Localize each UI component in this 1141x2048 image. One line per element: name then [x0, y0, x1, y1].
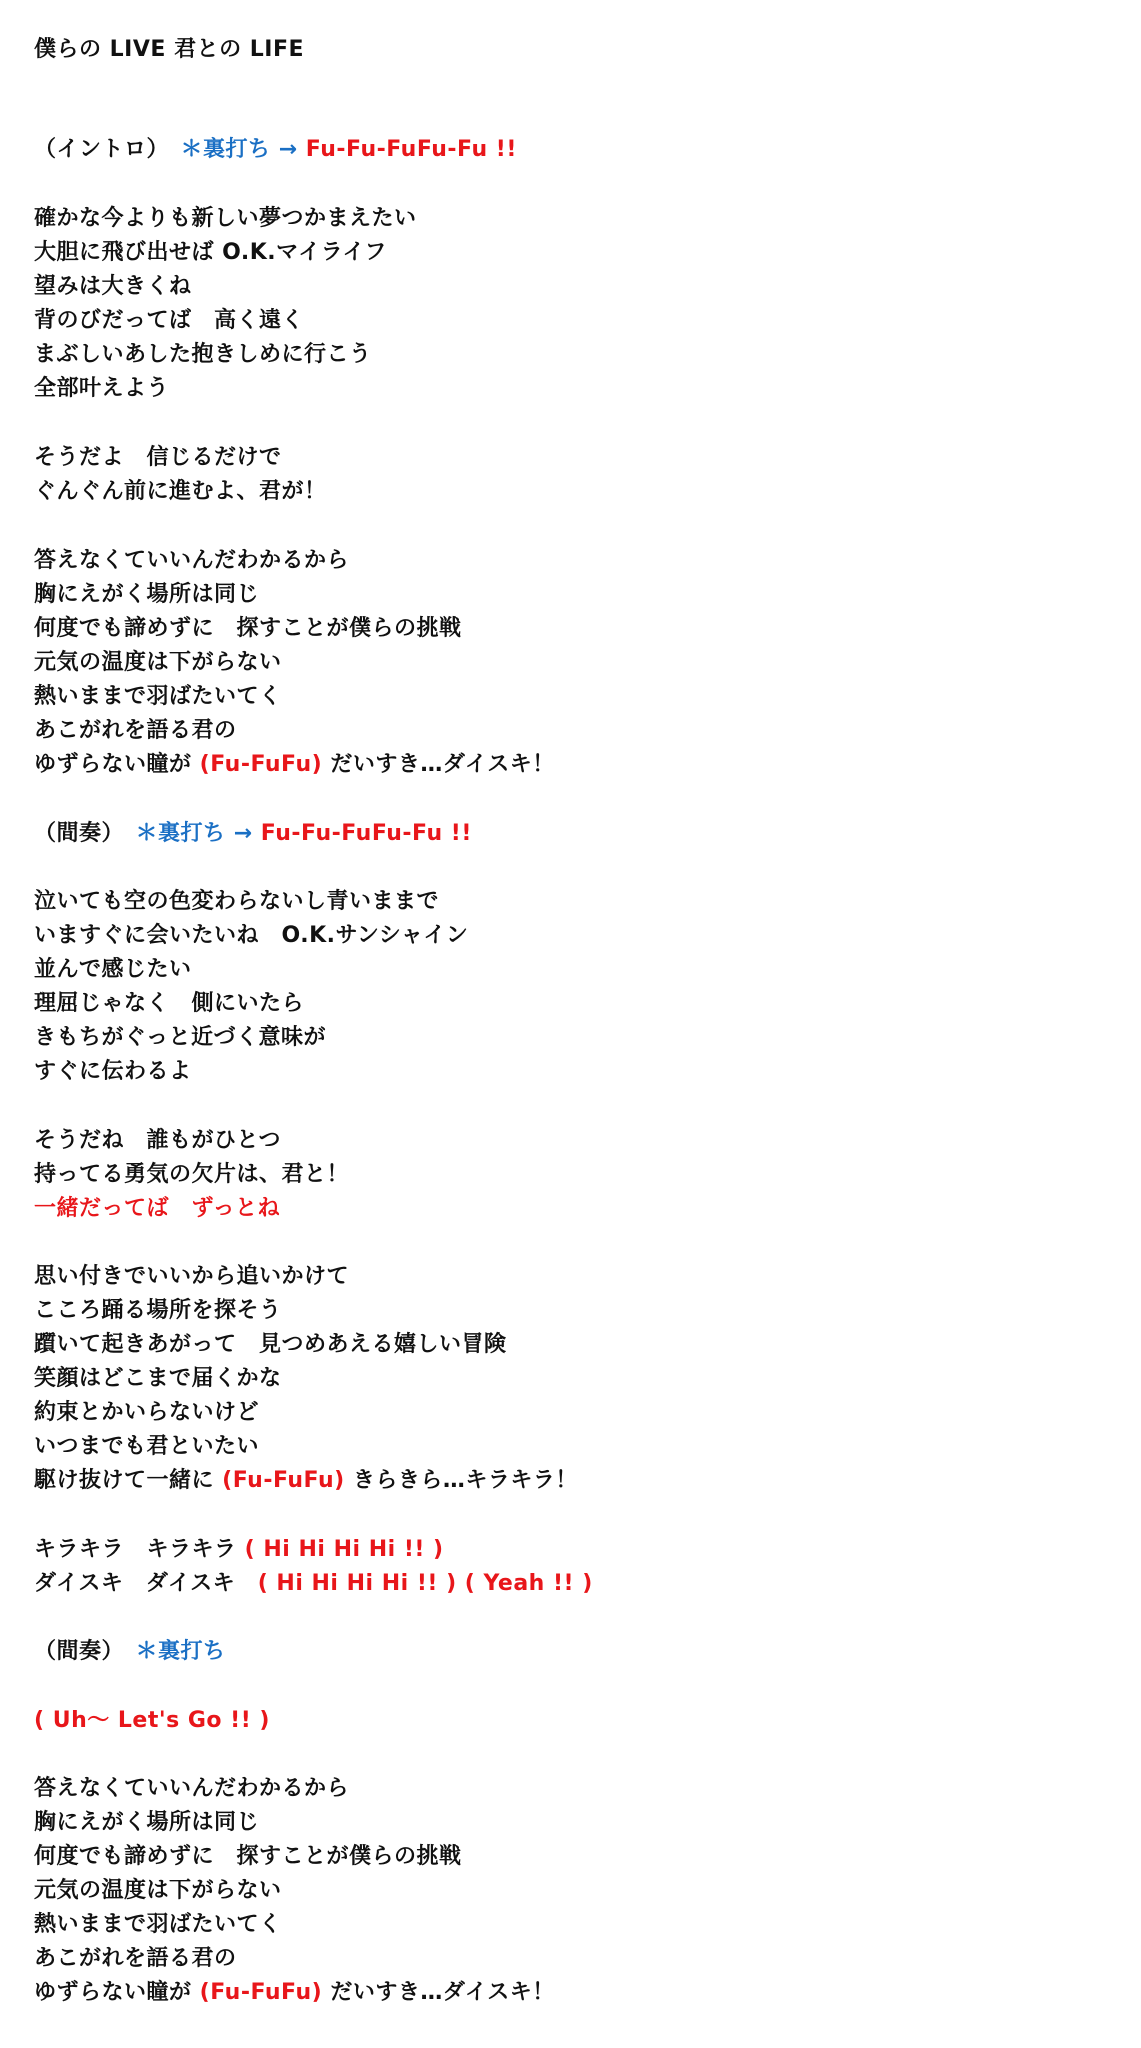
lyric-segment: 胸にえがく場所は同じ [34, 582, 260, 607]
lyric-line [34, 239, 387, 267]
lyric-line [34, 683, 282, 711]
lyric-segment: だいすき…ダイスキ！ [322, 1980, 555, 2005]
lyric-line [34, 1263, 349, 1291]
lyric-segment: いますぐに会いたいね O.K.サンシャイン [34, 923, 469, 948]
lyric-segment: 一緒だってば ずっとね [34, 1196, 281, 1221]
lyric-line [34, 1775, 349, 1803]
lyric-line [34, 649, 282, 677]
lyric-segment: 思い付きでいいから追いかけて [34, 1264, 350, 1289]
lyric-line [34, 1467, 578, 1495]
lyric-segment: ( Hi Hi Hi Hi !! ) [244, 1537, 444, 1562]
lyric-segment: そうだよ 信じるだけで [34, 445, 282, 470]
lyric-segment: だいすき…ダイスキ！ [322, 752, 555, 777]
lyric-line [34, 717, 237, 745]
lyric-line [34, 273, 192, 301]
lyric-segment: (Fu-FuFu) [199, 1980, 323, 2005]
lyric-segment: ＊裏打ち → [135, 821, 261, 846]
lyric-line [34, 1195, 280, 1223]
lyric-line [34, 1365, 282, 1393]
lyric-segment: 笑顔はどこまで届くかな [34, 1366, 282, 1391]
lyric-segment: ぐんぐん前に進むよ、君が！ [34, 479, 327, 504]
lyric-segment: そうだね 誰もがひとつ [34, 1128, 282, 1153]
lyric-line [34, 615, 462, 643]
lyric-segment: 何度でも諦めずに 探すことが僕らの挑戦 [34, 1844, 462, 1869]
lyric-segment: すぐに伝わるよ [34, 1059, 192, 1084]
lyric-line [34, 547, 349, 575]
lyric-segment: Fu-Fu-FuFu-Fu !! [305, 137, 517, 162]
lyric-segment: Fu-Fu-FuFu-Fu !! [260, 821, 472, 846]
lyric-segment: （イントロ） [34, 137, 181, 162]
lyric-line [34, 751, 555, 779]
lyric-segment: 大胆に飛び出せば O.K.マイライフ [34, 240, 387, 265]
lyric-segment: 持ってる勇気の欠片は、君と！ [34, 1162, 350, 1187]
lyric-line [34, 1570, 593, 1598]
lyric-line [34, 1877, 282, 1905]
lyric-line [34, 307, 304, 335]
lyric-segment: 背のびだってば 高く遠く [34, 308, 305, 333]
lyric-segment: 泣いても空の色変わらないし青いままで [34, 889, 440, 914]
lyric-line [34, 1707, 270, 1735]
lyric-segment: (Fu-FuFu) [222, 1468, 345, 1493]
lyric-line-intro [34, 136, 517, 164]
lyric-line [34, 1127, 281, 1155]
lyric-segment: あこがれを語る君の [34, 1946, 237, 1971]
lyric-line [34, 444, 282, 472]
lyric-line [34, 205, 417, 233]
lyric-segment: 元気の温度は下がらない [34, 1878, 282, 1903]
lyric-segment: ゆずらない瞳が [34, 1980, 200, 2005]
lyric-segment: きらきら…キラキラ！ [344, 1468, 578, 1493]
lyric-segment: 熱いままで羽ばたいてく [34, 684, 282, 709]
lyric-segment: 望みは大きくね [34, 274, 192, 299]
lyric-segment: あこがれを語る君の [34, 718, 237, 743]
lyric-segment: （間奏） [34, 821, 136, 846]
lyric-segment: きもちがぐっと近づく意味が [34, 1025, 327, 1050]
lyrics-document [34, 0, 1134, 2048]
lyric-line [34, 341, 372, 369]
lyric-line [34, 375, 169, 403]
lyric-segment: 全部叶えよう [34, 376, 170, 401]
lyric-segment: （間奏） [34, 1639, 136, 1664]
lyric-line-interlude [34, 820, 472, 848]
lyric-line [34, 990, 304, 1018]
lyric-line [34, 1058, 192, 1086]
lyric-line [34, 581, 259, 609]
lyric-segment: 胸にえがく場所は同じ [34, 1810, 260, 1835]
lyric-line [34, 922, 468, 950]
lyric-segment: 何度でも諦めずに 探すことが僕らの挑戦 [34, 616, 462, 641]
lyric-line [34, 1161, 349, 1189]
lyric-segment: 答えなくていいんだわかるから [34, 548, 350, 573]
lyric-segment: ダイスキ ダイスキ [34, 1571, 258, 1596]
lyric-segment: キラキラ キラキラ [34, 1537, 245, 1562]
lyric-segment: 元気の温度は下がらない [34, 650, 282, 675]
lyric-segment: ゆずらない瞳が [34, 752, 200, 777]
lyric-segment: まぶしいあした抱きしめに行こう [34, 342, 372, 367]
lyric-line [34, 1536, 444, 1564]
lyric-segment: ＊裏打ち → [180, 137, 306, 162]
lyric-segment: 躓いて起きあがって 見つめあえる嬉しい冒険 [34, 1332, 507, 1357]
lyric-line [34, 1433, 259, 1461]
lyric-line [34, 1911, 282, 1939]
lyric-segment: ( Uh～ Let's Go !! ) [34, 1708, 270, 1733]
lyric-line [34, 956, 192, 984]
lyric-segment: 並んで感じたい [34, 957, 192, 982]
lyric-line [34, 1945, 237, 1973]
lyric-line [34, 1297, 282, 1325]
song-title: 僕らの LIVE 君との LIFE [34, 37, 304, 62]
lyric-line [34, 1843, 462, 1871]
lyric-segment: いつまでも君といたい [34, 1434, 260, 1459]
lyric-line [34, 1399, 259, 1427]
lyric-line [34, 1331, 507, 1359]
lyric-segment: 熱いままで羽ばたいてく [34, 1912, 282, 1937]
lyric-segment: 確かな今よりも新しい夢つかまえたい [34, 206, 417, 231]
lyric-line [34, 888, 439, 916]
lyric-segment: 駆け抜けて一緒に [34, 1468, 223, 1493]
lyric-segment: こころ踊る場所を探そう [34, 1298, 282, 1323]
lyric-line [34, 1979, 555, 2007]
lyric-line [34, 478, 327, 506]
lyric-segment: (Fu-FuFu) [199, 752, 323, 777]
lyric-segment: 理屈じゃなく 側にいたら [34, 991, 305, 1016]
lyric-segment: ＊裏打ち [135, 1639, 226, 1664]
lyric-line [34, 1024, 326, 1052]
lyric-segment: 答えなくていいんだわかるから [34, 1776, 350, 1801]
lyric-segment: 約束とかいらないけど [34, 1400, 260, 1425]
lyric-line-interlude [34, 1638, 226, 1666]
lyric-segment: ( Hi Hi Hi Hi !! ) ( Yeah !! ) [257, 1571, 593, 1596]
lyric-line [34, 1809, 259, 1837]
